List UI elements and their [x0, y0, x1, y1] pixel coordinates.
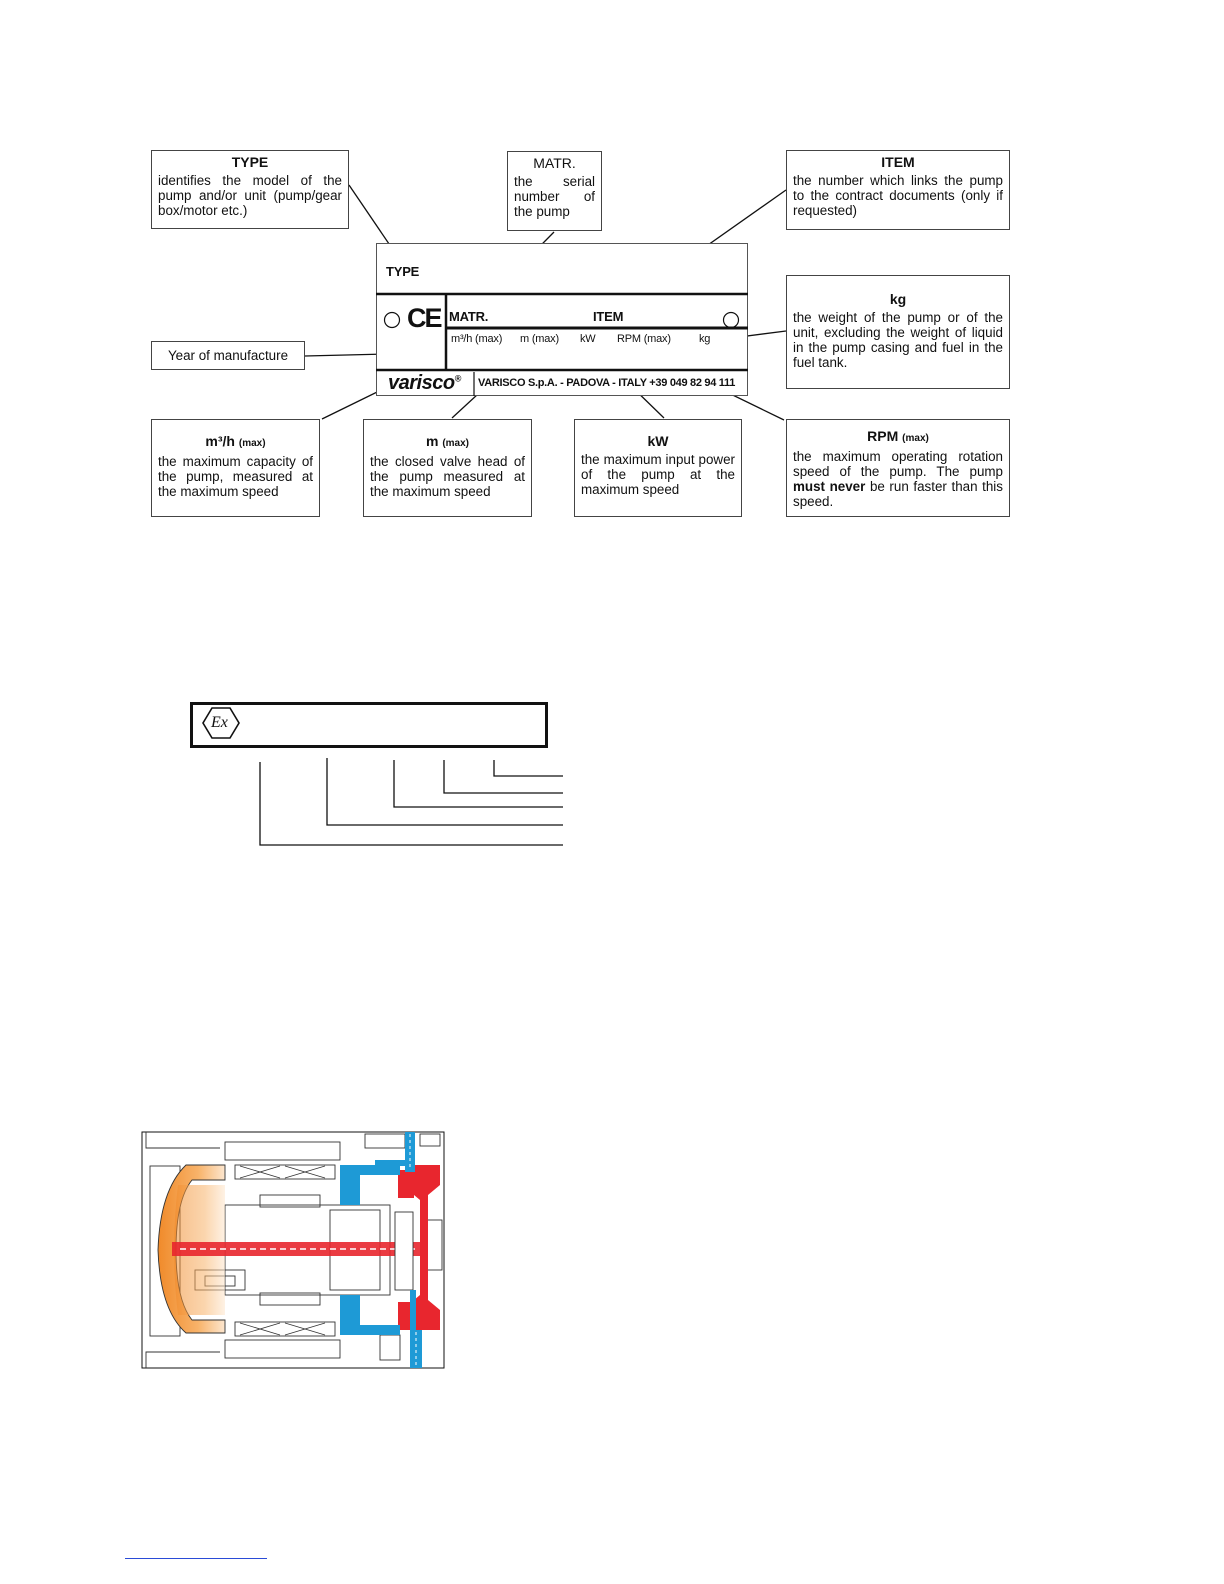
callout-capacity-suffix: (max)	[238, 438, 266, 449]
footer-link-underline	[125, 1558, 267, 1559]
callout-head-text: the closed valve head of the pump measured at the maximum speed	[370, 454, 525, 499]
callout-rpm-text-bold: must never	[793, 479, 866, 494]
registered-mark: ®	[454, 373, 461, 384]
callout-capacity-text: the maximum capacity of the pump, measured at the maximum speed	[158, 454, 313, 499]
plate-spec-rpm: RPM (max)	[617, 333, 671, 345]
callout-type-text: identifies the model of the pump and/or unit (pump/gear box/motor etc.)	[158, 173, 342, 218]
callout-rpm-text-2: be run faster than this speed.	[793, 479, 1003, 509]
callout-kg-title: kg	[889, 291, 907, 307]
callout-kg-text: the weight of the pump or of the unit, excluding the weight of liquid in the pump casing and fuel in the fuel tank.	[793, 310, 1003, 370]
callout-type-title: TYPE	[231, 154, 269, 170]
callout-item-title: ITEM	[881, 154, 915, 170]
ce-mark: CE	[407, 303, 441, 333]
callout-head-unit: m	[425, 433, 439, 449]
plate-spec-weight: kg	[699, 333, 711, 345]
callout-head-suffix: (max)	[442, 438, 470, 449]
callout-power-text: the maximum input power of the pump at the maximum speed	[581, 452, 735, 497]
callout-year-text: Year of manufacture	[167, 348, 289, 363]
plate-matr-label: MATR.	[449, 309, 489, 324]
plate-spec-capacity: m³/h (max)	[451, 333, 503, 345]
callout-power-title: kW	[647, 433, 669, 449]
plate-type-label: TYPE	[386, 264, 420, 279]
callout-rpm-suffix: (max)	[902, 433, 929, 444]
callout-rpm-unit: RPM	[867, 428, 899, 444]
callout-capacity-unit: m³/h	[205, 433, 235, 449]
plate-spec-power: kW	[580, 333, 596, 345]
callout-item-text: the number which links the pump to the contract documents (only if requested)	[793, 173, 1003, 218]
callout-matr-text: the serial number of the pump	[514, 174, 595, 219]
plate-item-label: ITEM	[593, 309, 624, 324]
plate-spec-head: m (max)	[520, 333, 559, 345]
callout-rpm-text-1: the maximum operating rotation speed of the pump. The pump	[793, 449, 1003, 479]
ex-symbol: Ex	[211, 714, 228, 731]
brand-name: varisco	[388, 372, 455, 394]
company-line: VARISCO S.p.A. - PADOVA - ITALY +39 049 82 94 111	[478, 377, 736, 389]
callout-matr-title: MATR.	[533, 155, 576, 171]
